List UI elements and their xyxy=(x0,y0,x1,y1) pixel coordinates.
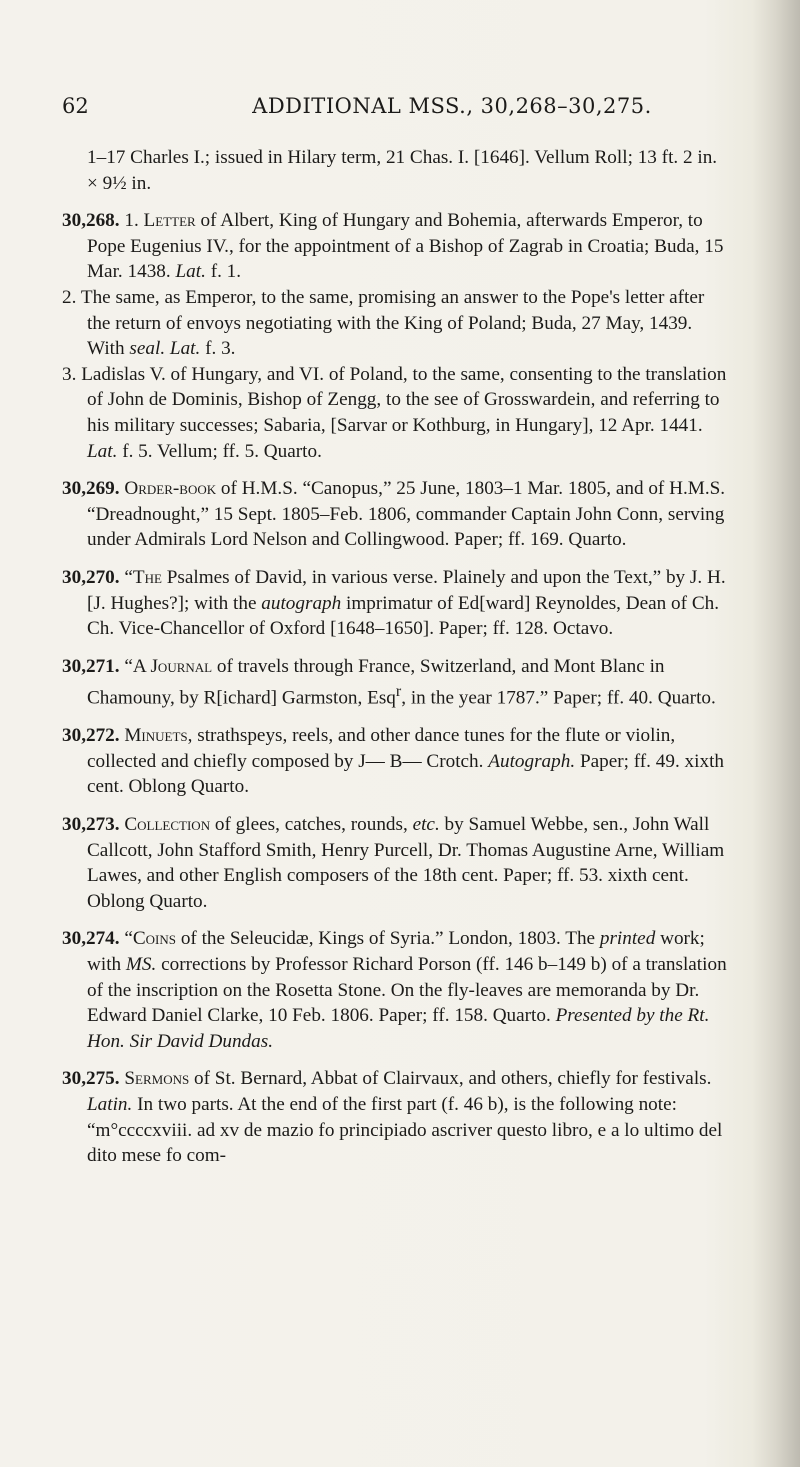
entry-number: 30,268. xyxy=(62,210,120,232)
entry-30271: 30,271. “A Journal of travels through France, Switzerland, and Mont Blanc in Chamouny, by R[ichard] Garmston, Esq$^r$, in the year 1787.” Paper; ff. 40. Quarto. xyxy=(62,655,716,709)
entry-number: 30,271. xyxy=(62,655,120,677)
page-header xyxy=(62,94,722,124)
page-number: 62 xyxy=(62,94,89,118)
entry-number: 30,273. xyxy=(62,814,120,836)
entry-30275: 30,275. Sermons of St. Bernard, Abbat of Clairvaux, and others, chiefly for festivals. Latin. In two parts. At the end of the first part (f. 46 b), is the following note: “m°ccccxviii. ad xv de mazio fo principiado ascriver questo libro, e a lo ultimo del dito mese fo com- xyxy=(62,1068,723,1167)
entry-30270: 30,270. “The Psalmes of David, in various verse. Plainely and upon the Text,” by J. H. [J. Hughes?]; with the autograph imprimatur of Ed[ward] Reynoldes, Dean of Ch. Ch. Vice-Chancellor of Oxford [1648–1650]. Paper; ff. 128. Octavo. xyxy=(62,566,726,640)
entry-number: 30,274. xyxy=(62,928,120,950)
entry-number: 30,272. xyxy=(62,725,120,747)
catalogue-body xyxy=(62,145,732,1169)
entry-30269: 30,269. Order-book of H.M.S. “Canopus,” 25 June, 1803–1 Mar. 1805, and of H.M.S. “Dreadnought,” 15 Sept. 1805–Feb. 1806, commander Captain John Conn, serving under Admirals Lord Nelson and Collingwood. Paper; ff. 169. Quarto. xyxy=(62,478,726,551)
entry-30268 xyxy=(62,208,732,464)
entry-30268-item-3: 3. Ladislas V. of Hungary, and VI. of Poland, to the same, consenting to the translation of John de Dominis, Bishop of Zengg, to the see of Grosswardein, and referring to his military successes; Sabaria, [Sarvar or Kothburg, in Hungary], 12 Apr. 1441. Lat. f. 5. Vellum; ff. 5. Quarto. xyxy=(62,363,727,462)
entry-30273: 30,273. Collection of glees, catches, rounds, etc. by Samuel Webbe, sen., John Wall Callcott, John Stafford Smith, Henry Purcell, Dr. Thomas Augustine Arne, William Lawes, and other English composers of the 18th cent. Paper; ff. 53. xixth cent. Oblong Quarto. xyxy=(62,814,725,912)
entry-30268-item-1: 30,268. 1. Letter of Albert, King of Hungary and Bohemia, afterwards Emperor, to Pope Eugenius IV., for the appointment of a Bishop of Zagrab in Croatia; Buda, 15 Mar. 1438. Lat. f. 1. xyxy=(62,210,724,283)
entry-30272: 30,272. Minuets, strathspeys, reels, and other dance tunes for the flute or violin, collected and chiefly composed by J— B— Crotch. Autograph. Paper; ff. 49. xixth cent. Oblong Quarto. xyxy=(62,725,725,798)
entry-30268-item-2: 2. The same, as Emperor, to the same, promising an answer to the Pope's letter after the return of envoys negotiating with the King of Poland; Buda, 27 May, 1439. With seal. Lat. f. 3. xyxy=(62,286,705,360)
continued-entry: 1–17 Charles I.; issued in Hilary term, 21 Chas. I. [1646]. Vellum Roll; 13 ft. 2 in. × 9½ in. xyxy=(87,147,718,194)
entry-number: 30,270. xyxy=(62,566,120,588)
entry-30274: 30,274. “Coins of the Seleucidæ, Kings of Syria.” London, 1803. The printed work; with MS. corrections by Professor Richard Porson (ff. 146 b–149 b) of a translation of the inscription on the Rosetta Stone. On the fly-leaves are memoranda by Dr. Edward Daniel Clarke, 10 Feb. 1806. Paper; ff. 158. Quarto. Presented by the Rt. Hon. Sir David Dundas. xyxy=(62,928,727,1052)
entry-number: 30,275. xyxy=(62,1068,120,1090)
running-title: ADDITIONAL MSS., 30,268–30,275. xyxy=(252,94,652,118)
entry-number: 30,269. xyxy=(62,478,120,500)
